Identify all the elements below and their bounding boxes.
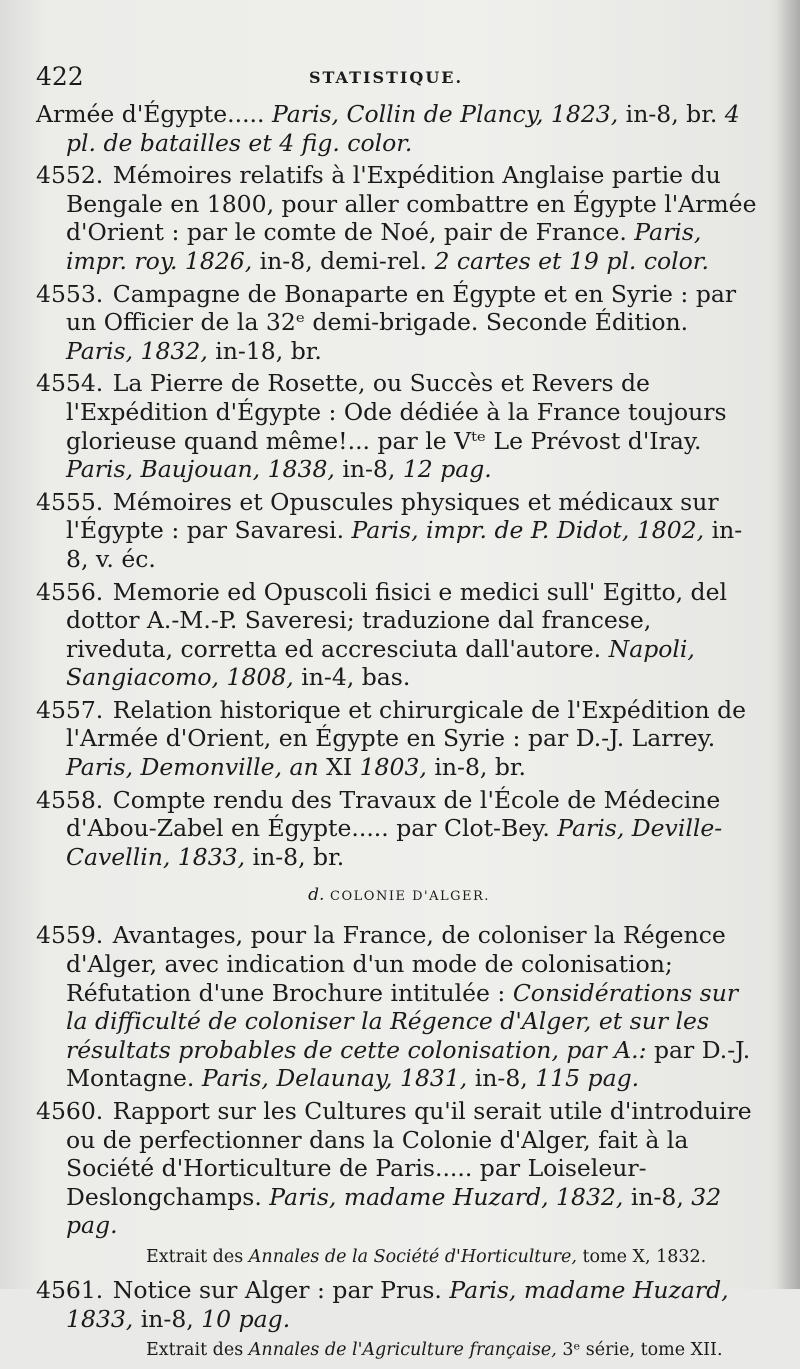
entry-text: Memorie ed Opuscoli fisici e medici sull' Egitto, del dottor A.-M.-P. Saveresi; traduzione dal francese, riveduta, corretta ed accresciuta dall'autore.: [66, 577, 728, 663]
entry-number: 4560.: [36, 1097, 104, 1125]
bib-entry-4559: [36, 921, 762, 1093]
entry-format: in-8, br.: [426, 753, 527, 782]
entry-format: in-8,: [467, 1064, 536, 1093]
entry-imprint: Napoli, Sangiacomo, 1808,: [66, 634, 695, 692]
entry-text: Mémoires relatifs à l'Expédition Anglaise partie du Bengale en 1800, pour aller combattre en Égypte l'Armée d'Orient : par le comte de Noé, pair de France.: [66, 161, 757, 247]
entry-imprint: Paris, impr. de P. Didot, 1802,: [351, 516, 705, 545]
entry-text: Avantages, pour la France, de coloniser la Régence d'Alger, avec indication d'un mode de colonisation; Réfutation d'une Brochure intitulée :: [66, 921, 726, 1007]
entry-text: Notice sur Alger : par Prus.: [112, 1275, 450, 1304]
entry-format: in-8,: [133, 1304, 202, 1333]
entry-extent: 115 pag.: [535, 1064, 640, 1093]
entry-format: in-8,: [334, 455, 403, 484]
entry-imprint: Paris, 1832,: [66, 336, 208, 365]
entry-text: Rapport sur les Cultures qu'il serait utile d'introduire ou de perfectionner dans la Colonie d'Alger, fait à la Société d'Horticulture de Paris..... par Loiseleur-Deslongchamps.: [66, 1097, 752, 1211]
bib-entry-4557: [36, 696, 762, 782]
entry-format: in-18, br.: [207, 336, 322, 365]
bib-entry-4560: [36, 1097, 762, 1240]
entry-imprint: Paris, madame Huzard, 1832,: [269, 1182, 624, 1211]
entry-year: 1803,: [359, 753, 427, 782]
entry-extent: 32 pag.: [66, 1182, 722, 1240]
entry-extent: 4 pl. de batailles et 4 fig. color.: [66, 100, 740, 157]
running-title: STATISTIQUE.: [308, 68, 464, 87]
entry-imprint: Paris, Baujouan, 1838,: [66, 455, 335, 484]
entry-number: 4556.: [36, 577, 104, 606]
page-edge-shadow: [776, 0, 800, 1289]
entry-format: in-8, v. éc.: [66, 516, 743, 573]
entry-text: La Pierre de Rosette, ou Succès et Revers de l'Expédition d'Égypte : Ode dédiée à la France toujours glorieuse quand même!... par le Vᵗᵉ Le Prévost d'Iray.: [66, 369, 727, 455]
bib-entry: [36, 100, 762, 157]
note-suffix: tome X, 1832.: [576, 1246, 707, 1267]
bib-entry-4561: [36, 1276, 762, 1333]
entry-format: in-8, br.: [618, 100, 725, 128]
entry-text: Mémoires et Opuscules physiques et médicaux sur l'Égypte : par Savaresi.: [66, 487, 719, 545]
entry-imprint: Paris, Collin de Plancy, 1823,: [271, 100, 619, 128]
entry-imprint: Paris, Demonville, an: [66, 753, 319, 782]
entry-extent: 12 pag.: [402, 455, 492, 484]
bib-entry-4554: [36, 369, 762, 483]
entry-text: Compte rendu des Travaux de l'École de Médecine d'Abou-Zabel en Égypte..... par Clot-Bey.: [66, 785, 721, 843]
section-heading: [36, 885, 762, 905]
entry-year-roman: XI: [318, 753, 360, 782]
page-number: 422: [36, 62, 84, 91]
bib-entry-4552: [36, 161, 762, 275]
note-source: Annales de la Société d'Horticulture,: [248, 1246, 577, 1267]
entry-extent: 2 cartes et 19 pl. color.: [434, 246, 709, 275]
bib-entry-4558: [36, 786, 762, 872]
bib-entry-4555: [36, 488, 762, 574]
bib-entry-4553: [36, 280, 762, 366]
entry-text: Campagne de Bonaparte en Égypte et en Syrie : par un Officier de la 32ᵉ demi-brigade. Seconde Édition.: [66, 279, 737, 337]
entry-number: 4554.: [36, 369, 104, 398]
extract-note: [36, 1337, 762, 1363]
entry-number: 4561.: [36, 1275, 104, 1304]
entry-number: 4555.: [36, 487, 104, 516]
entry-format: in-8, demi-rel.: [252, 246, 435, 275]
entry-number: 4553.: [36, 279, 104, 308]
page-header: [36, 62, 736, 92]
entry-cited-title: Considérations sur la difficulté de coloniser la Régence d'Alger, et sur les résultats probables de cette colonisation, par A.:: [66, 978, 739, 1064]
entry-imprint: Paris, impr. roy. 1826,: [66, 218, 702, 275]
entry-extent: 10 pag.: [201, 1304, 291, 1333]
section-letter: d.: [308, 885, 325, 906]
entry-imprint: Paris, Deville-Cavellin, 1833,: [66, 814, 723, 871]
note-prefix: Extrait des: [146, 1340, 249, 1361]
entry-format: in-8, br.: [245, 842, 345, 871]
note-suffix: 3ᵉ série, tome XII.: [556, 1340, 723, 1361]
entry-author: par D.-J. Montagne.: [66, 1035, 751, 1093]
entry-text: Relation historique et chirurgicale de l'Expédition de l'Armée d'Orient, en Égypte en Syrie : par D.-J. Larrey.: [66, 695, 747, 753]
entry-imprint: Paris, Delaunay, 1831,: [201, 1064, 468, 1093]
entry-text: Armée d'Égypte.....: [36, 100, 272, 128]
note-source: Annales de l'Agriculture française,: [248, 1340, 557, 1361]
entry-format: in-4, bas.: [293, 663, 411, 692]
entry-number: 4559.: [36, 921, 104, 950]
section-title: COLONIE D'ALGER.: [330, 889, 490, 905]
entry-number: 4558.: [36, 785, 104, 814]
entry-format: in-8,: [623, 1182, 692, 1211]
extract-note: [36, 1244, 762, 1270]
bib-entry-4556: [36, 578, 762, 692]
entry-imprint: Paris, madame Huzard, 1833,: [66, 1275, 729, 1333]
entry-number: 4552.: [36, 161, 104, 190]
page-content: [36, 100, 762, 1369]
note-prefix: Extrait des: [146, 1246, 249, 1267]
entry-number: 4557.: [36, 695, 104, 724]
